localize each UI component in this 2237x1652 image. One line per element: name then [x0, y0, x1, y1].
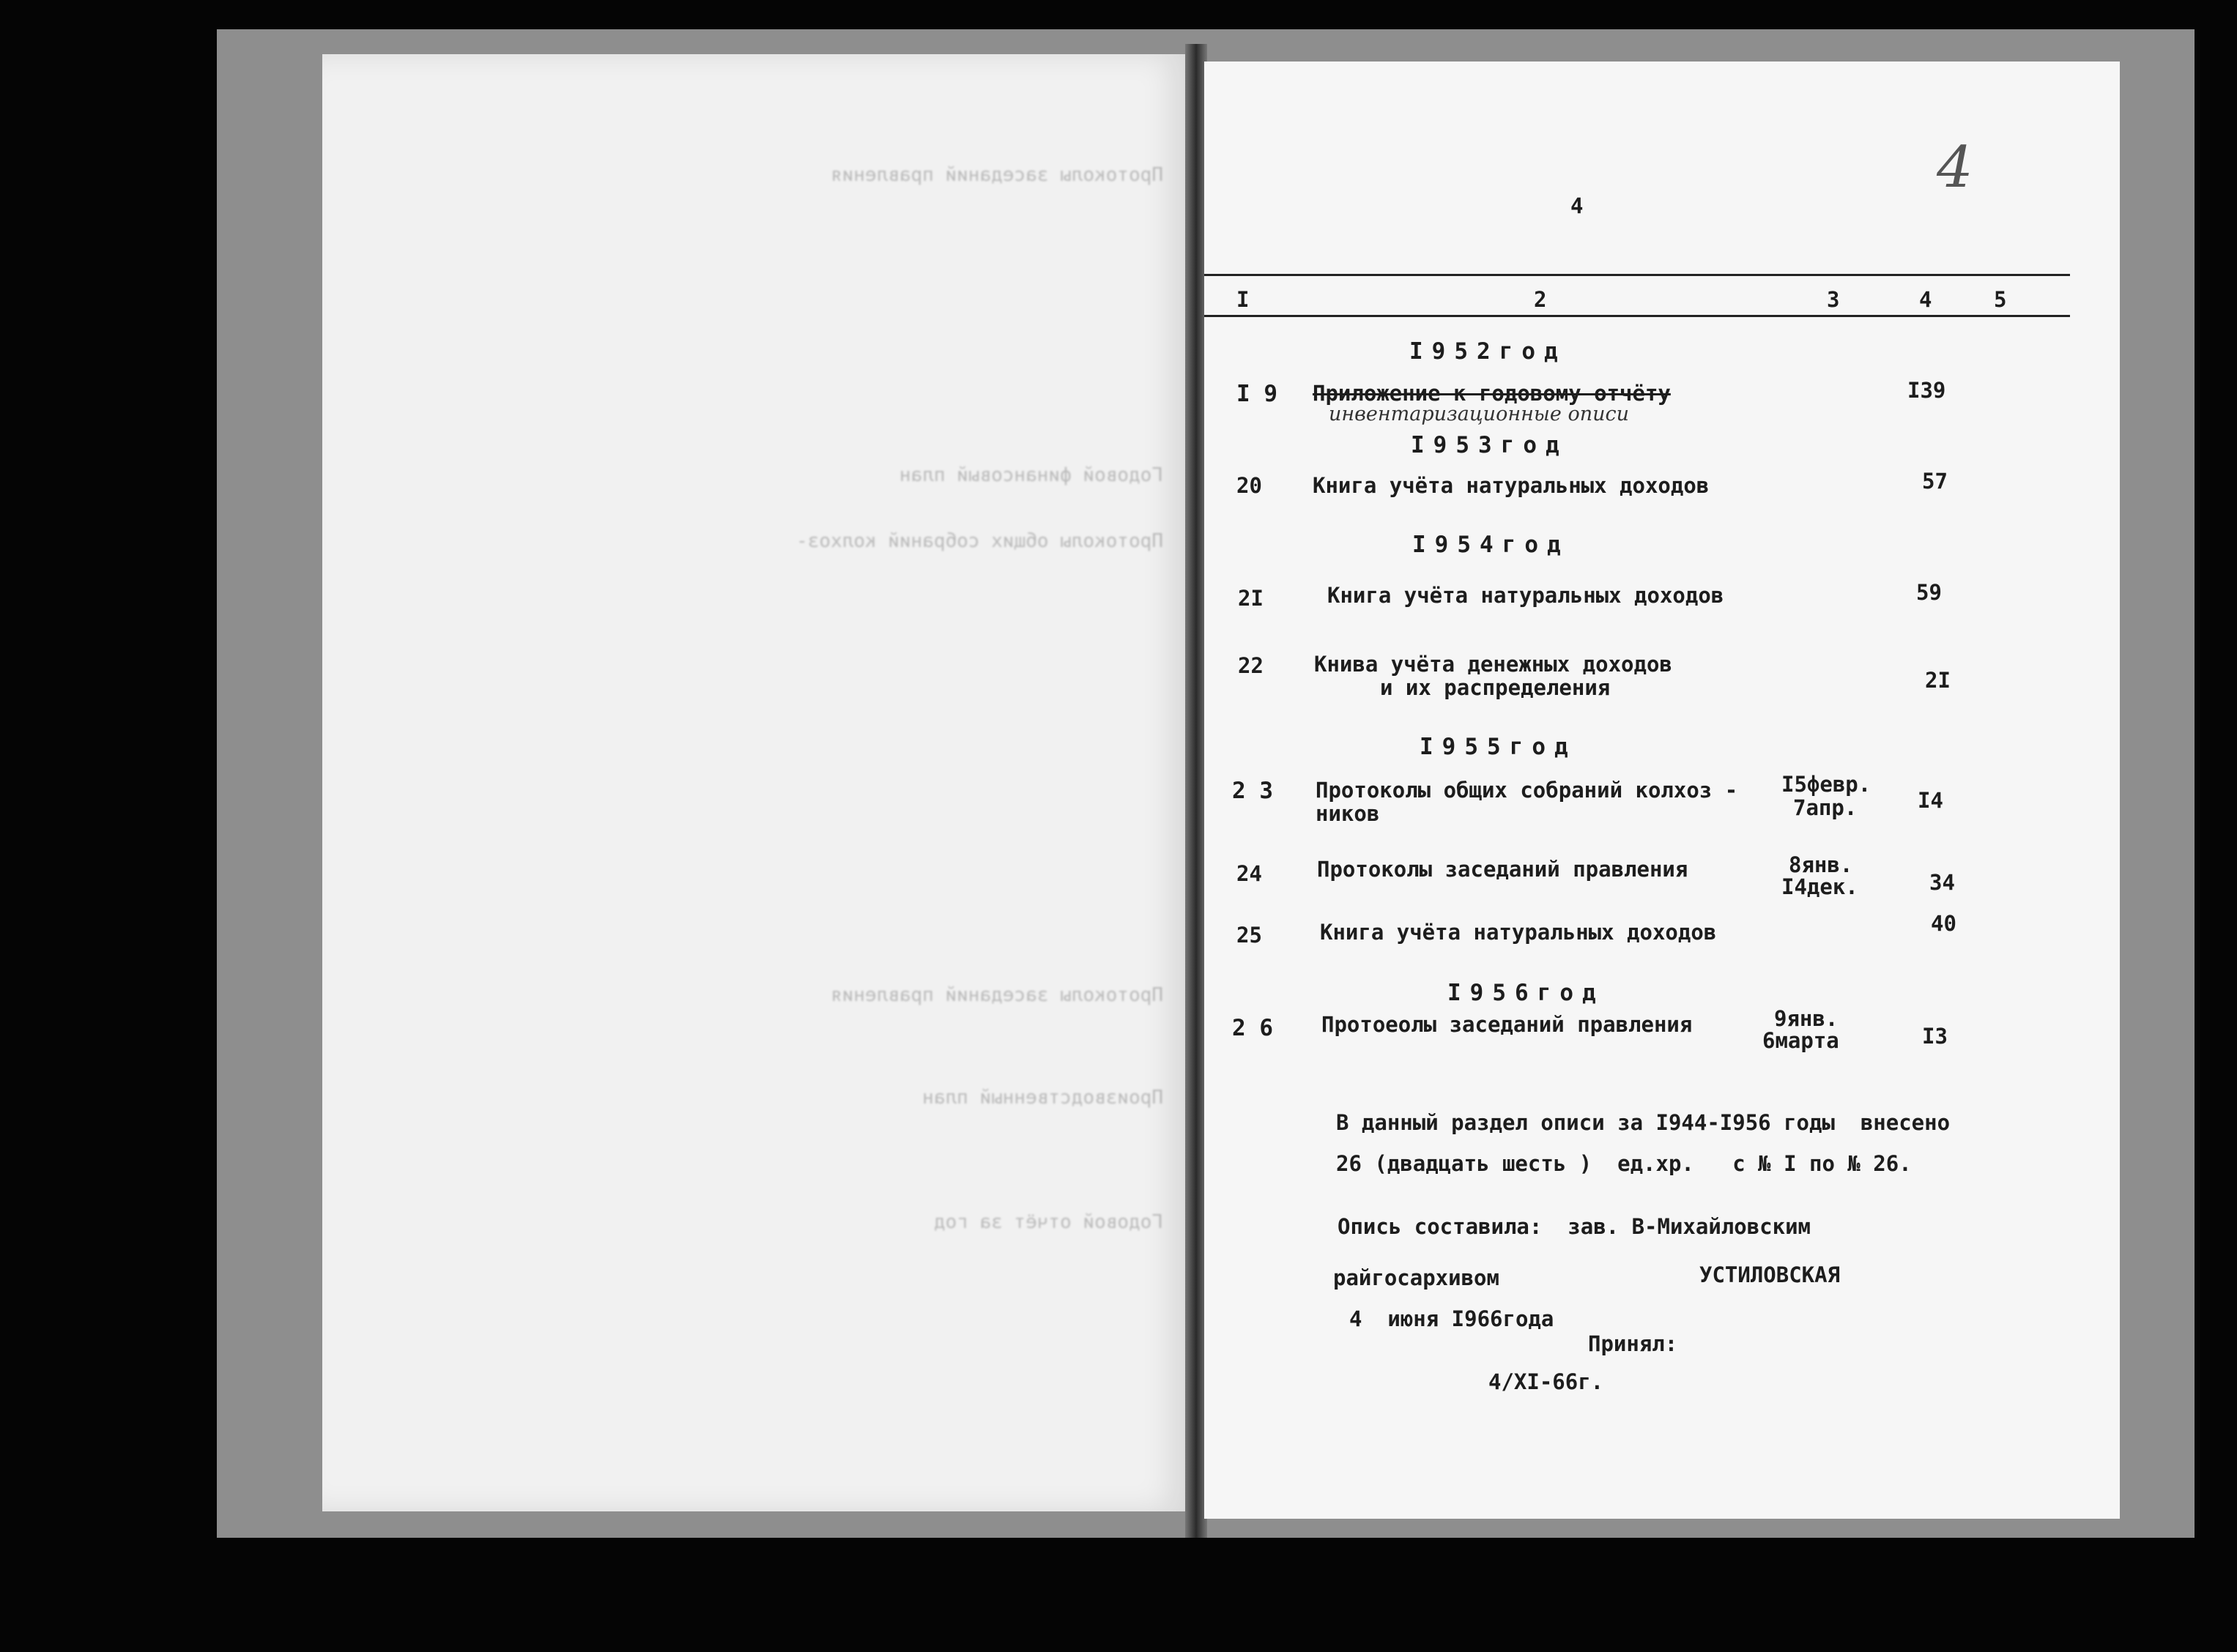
- bleed-line: Производственный план: [922, 1087, 1163, 1109]
- page-number: 4: [1570, 193, 1584, 218]
- compiled-by: Опись составила: зав. В-Михайловским: [1338, 1214, 1811, 1239]
- entry-date-start: I5февр.: [1781, 772, 1871, 797]
- entry-title: Книга учёта натуральных доходов: [1313, 473, 1710, 498]
- entry-title-line1: Протоколы общих собраний колхоз -: [1316, 778, 1738, 803]
- bleed-line: Протоколы заседаний правления: [831, 984, 1163, 1006]
- entry-title: Протоколы заседаний правления: [1317, 857, 1688, 882]
- entry-number: 2I: [1238, 586, 1264, 611]
- column-header-4: 4: [1919, 287, 1932, 312]
- entry-title-line2: ников: [1316, 801, 1380, 826]
- entry-pages: 34: [1929, 870, 1955, 895]
- entry-date-end: 6марта: [1762, 1028, 1839, 1053]
- bleed-line: Протоколы заседаний правления: [831, 164, 1163, 186]
- entry-pages: 57: [1922, 469, 1948, 494]
- entry-date-start: 9янв.: [1774, 1006, 1839, 1031]
- entry-title: Приложение к годовому отчёту: [1313, 381, 1671, 406]
- entry-pages: 2I: [1925, 668, 1951, 693]
- entry-date-start: 8янв.: [1789, 852, 1853, 877]
- right-page: [1204, 62, 2120, 1519]
- handwritten-correction: инвентаризационные описи: [1329, 403, 1629, 425]
- entry-pages: I4: [1918, 788, 1943, 813]
- show-through-text: [322, 54, 1192, 1511]
- column-header-3: 3: [1827, 287, 1840, 312]
- column-header-2: 2: [1534, 287, 1547, 312]
- year-heading: I955год: [1420, 734, 1577, 760]
- summary-line-2: 26 (двадцать шесть ) ед.хр. с № I по № 26.: [1336, 1151, 1912, 1176]
- entry-number: 25: [1236, 923, 1262, 948]
- left-page: [322, 54, 1192, 1511]
- year-heading: I956год: [1447, 980, 1605, 1006]
- accepted-label: Принял:: [1588, 1331, 1678, 1356]
- entry-number: 24: [1236, 861, 1262, 886]
- summary-line-1: В данный раздел описи за I944-I956 годы внесено: [1336, 1110, 1951, 1135]
- entry-title-line2: и их распределения: [1380, 675, 1611, 700]
- entry-title: Протоеолы заседаний правления: [1321, 1012, 1693, 1037]
- compiled-by-org: райгосархивом: [1333, 1265, 1499, 1290]
- bleed-line: Годовой финансовый план: [899, 464, 1163, 486]
- column-header-5: 5: [1994, 287, 2007, 312]
- entry-number: 20: [1236, 473, 1262, 498]
- accepted-date: 4/XI-66г.: [1488, 1369, 1604, 1394]
- year-heading: I952год: [1409, 338, 1567, 365]
- year-heading: I953год: [1411, 432, 1568, 458]
- entry-number: 2 6: [1232, 1015, 1273, 1041]
- entry-pages: I3: [1922, 1024, 1948, 1049]
- entry-number: I 9: [1236, 381, 1277, 407]
- table-top-rule: [1204, 274, 2070, 276]
- entry-pages: 59: [1916, 580, 1942, 605]
- entry-title-line1: Книва учёта денежных доходов: [1314, 652, 1672, 677]
- header-bottom-rule: [1204, 315, 2070, 317]
- entry-title: Книга учёта натуральных доходов: [1327, 583, 1724, 608]
- bleed-line: Годовой отчёт за год: [933, 1211, 1163, 1233]
- entry-date-end: 7апр.: [1793, 795, 1858, 820]
- column-header-1: I: [1236, 287, 1250, 312]
- entry-date-end: I4дек.: [1781, 874, 1858, 899]
- entry-number: 22: [1238, 653, 1264, 678]
- corner-page-mark: 4: [1937, 135, 1973, 201]
- year-heading: I954год: [1412, 532, 1570, 558]
- entry-title: Книга учёта натуральных доходов: [1320, 920, 1717, 945]
- entry-number: 2 3: [1232, 778, 1273, 804]
- compiler-name: УСТИЛОВСКАЯ: [1699, 1262, 1841, 1287]
- compiled-date: 4 июня I966года: [1349, 1306, 1554, 1331]
- entry-pages: I39: [1907, 378, 1946, 403]
- bleed-line: Протоколы общих собраний колхоз-: [796, 530, 1163, 552]
- entry-pages: 40: [1931, 911, 1956, 936]
